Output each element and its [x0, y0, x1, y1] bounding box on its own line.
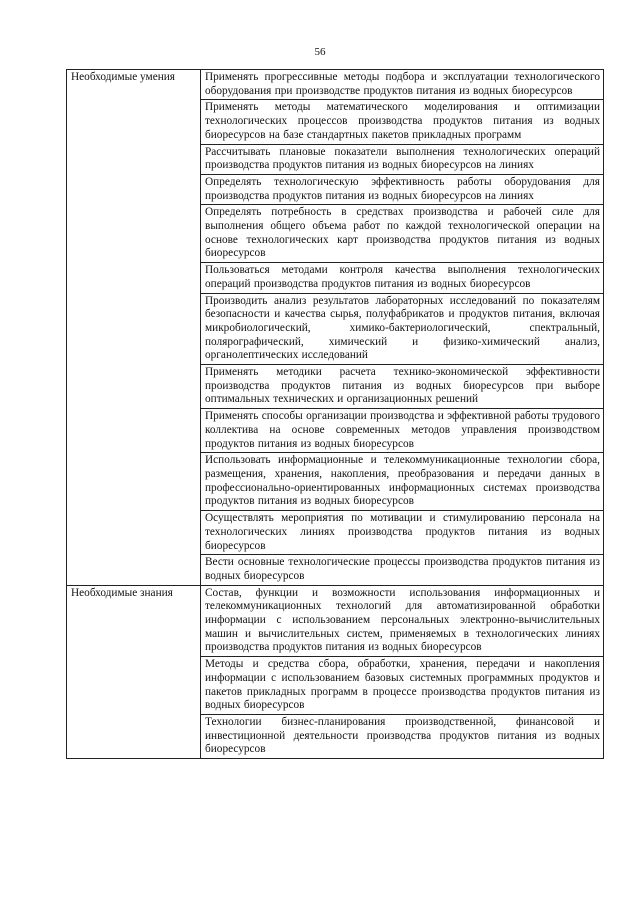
table-row	[67, 70, 604, 100]
skill-item: Пользоваться методами контроля качества выполнения технологических операций производства продуктов питания из водных биоресурсов	[201, 263, 604, 293]
page-number: 56	[314, 46, 326, 58]
skill-item: Применять прогрессивные методы подбора и эксплуатации технологического оборудования при производстве продуктов питания из водных биоресурсов	[201, 70, 604, 100]
skill-item: Использовать информационные и телекоммуникационные технологии сбора, размещения, хранения, накопления, преобразования и передачи данных в профессионально-ориентированных информационных системах производства продуктов питания из водных биоресурсов	[201, 453, 604, 511]
skill-item: Определять технологическую эффективность работы оборудования для производства продуктов питания из водных биоресурсов на линиях	[201, 174, 604, 204]
knowledge-item: Методы и средства сбора, обработки, хранения, передачи и накопления информации с использованием базовых системных программных продуктов и пакетов прикладных программ в процессе производства продуктов питания из водных биоресурсов	[201, 657, 604, 715]
table-row	[67, 585, 604, 657]
requirements-table	[66, 69, 604, 759]
skill-item: Определять потребность в средствах производства и рабочей силе для выполнения общего объема работ по каждой технологической операции на основе технологических карт производства продуктов питания из водных биоресурсов	[201, 205, 604, 263]
skill-item: Применять методы математического моделирования и оптимизации технологических процессов производства продуктов питания из водных биоресурсов на базе стандартных пакетов прикладных программ	[201, 100, 604, 144]
skill-item: Вести основные технологические процессы производства продуктов питания из водных биоресурсов	[201, 555, 604, 585]
knowledge-item: Состав, функции и возможности использования информационных и телекоммуникационных технологий для автоматизированной обработки информации с использованием персональных электронно-вычислительных машин и вычислительных систем, применяемых в технологических линиях производства продуктов питания из водных биоресурсов	[201, 585, 604, 657]
knowledge-item: Технологии бизнес-планирования производственной, финансовой и инвестиционной деятельности производства продуктов питания из водных биоресурсов	[201, 714, 604, 758]
section-label-knowledge: Необходимые знания	[67, 585, 201, 758]
skill-item: Применять способы организации производства и эффективной работы трудового коллектива на основе современных методов управления производством продуктов питания из водных биоресурсов	[201, 409, 604, 453]
skill-item: Применять методики расчета технико-экономической эффективности производства продуктов питания из водных биоресурсов при выборе оптимальных технических и организационных решений	[201, 365, 604, 409]
skill-item: Рассчитывать плановые показатели выполнения технологических операций производства продуктов питания из водных биоресурсов на линиях	[201, 144, 604, 174]
section-label-skills: Необходимые умения	[67, 70, 201, 586]
skill-item: Производить анализ результатов лабораторных исследований по показателям безопасности и качества сырья, полуфабрикатов и продуктов питания, включая микробиологический, химико-бактериологический, спектральный, полярографический, химический и физико-химический анализ, органолептических исследований	[201, 293, 604, 365]
skill-item: Осуществлять мероприятия по мотивации и стимулированию персонала на технологических линиях производства продуктов питания из водных биоресурсов	[201, 511, 604, 555]
